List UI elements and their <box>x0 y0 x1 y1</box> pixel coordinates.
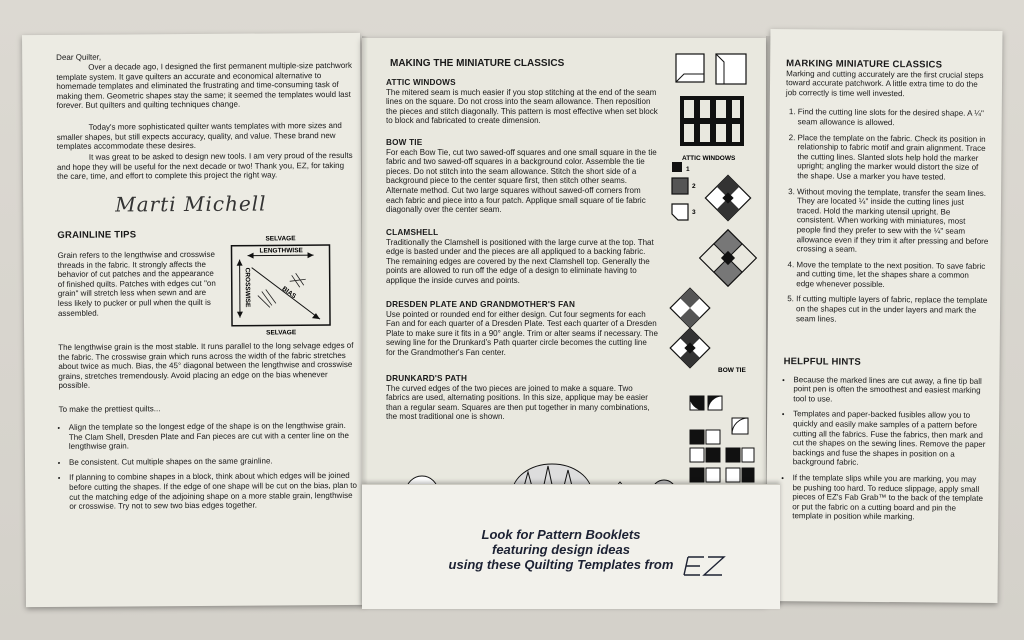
selvage-bottom-label: SELVAGE <box>266 329 297 337</box>
section-drunkards-path <box>386 374 658 422</box>
crosswise-label: CROSSWISE <box>243 267 251 308</box>
grainline-bullets <box>59 421 360 518</box>
grainline-body: The lengthwise grain is the most stable. It runs parallel to the long selvage edges of the fabric. The crosswise grain which runs across the width of the fabric stretches about twice as much. Bias, the 45° diagonal between the lengthwise and crosswise grains, stretches tremendously. Avoid placing an edge on the bias whenever possible. <box>58 340 354 391</box>
section-clamshell <box>386 228 658 286</box>
selvage-top-label: SELVAGE <box>265 235 296 243</box>
section-text: Traditionally the Clamshell is positioned with the large curve at the top. That edge is basted under and the pieces are all appliqued to a backing fabric. The remaining edges are covered by the next Clamshell top. Generally the points are allowed to run off the edge of a design to eliminate having to applique the inside curves and points. <box>386 237 654 285</box>
lengthwise-label: LENGTHWISE <box>259 247 303 255</box>
grainline-heading: GRAINLINE TIPS <box>57 229 137 241</box>
marking-step: 3. Without moving the template, transfer the seam lines. They are located ¼" inside the cutting lines just traced. Hold the marking utensil upright. Be consistent. When working with miniatures, most people find they prefer to sew with the ¼" seam allowance even if they trim it after pressing and before crossing a seam. <box>797 187 990 256</box>
intro-paragraph-3: It was great to be asked to design new tools. I am very proud of the results and hope they will be useful for the next decade or two! Thank you, EZ, for taking the care, time, and effort to complete this project the right way. <box>56 150 353 182</box>
marking-step: 2. Place the template on the fabric. Check its position in relationship to fabric motif and grain alignment. Trace the cutting lines. Slanted slots help hold the marker upright; angling the marker would distort the size of the shape. Use a marker you have tested. <box>797 133 989 183</box>
section-bow-tie <box>386 138 658 215</box>
step-mark-1: 1 <box>686 166 690 173</box>
bullet-item: • If planning to combine shapes in a block, think about which edges will be joined before cutting the shapes. If the edge of one shape will be cut on the bias, plan to cut the matching edge of the adjoining shape on a more stable grain, lengthwise or crosswise. Try not to sew two bias edges together. <box>69 471 359 511</box>
ez-logo-text: EZ <box>682 553 684 554</box>
section-text: The mitered seam is much easier if you stop stitching at the end of the seam lines on the square. Do not cross into the seam allowance. Then reposition the pieces and stitch diagonally. This pattern is most effective when set block to block and fabricated to create dimension. <box>386 87 658 126</box>
section-text: For each Bow Tie, cut two sawed-off squares and one small square in the tie fabric and two sawed-off squares in a background color. Assemble the tie pieces. Do not stitch into the seam allowance. Stitch the short side of a background piece to the center square first, then stitch other seams. Alternate method. Cut two large squares without sawed-off corners from each fabric and piece into a four patch. Applique small square of tie fabric diagonally over the center seam. <box>386 147 657 215</box>
section-heading: ATTIC WINDOWS <box>386 78 456 87</box>
helpful-hints-section <box>782 357 987 529</box>
section-heading: DRUNKARD'S PATH <box>386 374 468 383</box>
step-mark-2: 2 <box>692 183 696 190</box>
section-heading: BOW TIE <box>386 138 423 147</box>
bullet-item: • Align the template so the longest edge of the shape is on the lengthwise grain. The Clam Shell, Dresden Plate and Fan pieces are cut with a center line on the lengthwise grain. <box>69 421 359 452</box>
right-panel <box>766 29 1003 603</box>
booklet-pocket <box>362 484 780 609</box>
section-dresden-plate <box>386 300 658 358</box>
section-text: Use pointed or rounded end for either design. Cut four segments for each Fan and for each quarter of a Dresden Plate. Test each quarter of a Dresden Plate to make sure it fits in a 90° angle. Trim or alter seams if necessary. The sewing line for the Drunkard's Path quarter circle becomes the cutting line for the Grandmother's Fan center. <box>386 309 658 357</box>
bow-tie-illustration <box>666 158 762 378</box>
hint-item: • Templates and paper-backed fusibles allow you to quickly and easily make samples of a pattern before cutting all the fabrics. Fuse the fabrics, then mark and cut the shapes on the sewing lines. Remove the paper backings and fuse the shapes in position on a background fabric. <box>793 410 987 469</box>
hint-item: • Because the marked lines are cut away, a fine tip ball point pen is often the smoothest and easiest marking tool to use. <box>793 375 987 405</box>
attic-windows-caption: ATTIC WINDOWS <box>682 155 736 162</box>
step-mark-3: 3 <box>692 209 696 216</box>
marking-step: 5. If cutting multiple layers of fabric, replace the template on the shapes cut in the under layers and mark the seam lines. <box>796 295 988 325</box>
left-panel <box>22 33 364 607</box>
pocket-text <box>426 527 696 572</box>
grainline-diagram <box>221 233 340 338</box>
ez-logo <box>682 553 728 579</box>
section-text: The curved edges of the two pieces are joined to make a square. Two fabrics are used, alternating positions. In this size, applique may be easier than a regular seam. Squares are then put together in many combinations, the most traditional one is shown. <box>386 383 650 422</box>
pocket-line-3: using these Quilting Templates from <box>448 557 674 572</box>
bullet-item: • Be consistent. Cut multiple shapes on the same grainline. <box>69 456 359 468</box>
intro-paragraph-2: Today's more sophisticated quilter wants templates with more sizes and smaller shapes, but still expects accuracy, quality, and value. These brand new templates accommodate these desires. <box>56 120 342 152</box>
bias-label: BIAS <box>280 285 298 301</box>
hint-item: • If the template slips while you are marking, you may be pushing too hard. To reduce slippage, apply small pieces of EZ's Fab Grab™ to the back of the template or put the fabric on a cutting board and pin the template in position while marking. <box>792 473 986 523</box>
section-heading: CLAMSHELL <box>386 228 439 237</box>
section-attic-windows <box>386 78 658 126</box>
greeting: Dear Quilter, <box>56 52 102 62</box>
pocket-line-2: featuring design ideas <box>492 542 630 557</box>
pocket-line-1: Look for Pattern Booklets <box>481 527 641 542</box>
middle-title: MAKING THE MINIATURE CLASSICS <box>390 58 565 69</box>
prettiest-lead: To make the prettiest quilts... <box>58 404 161 414</box>
grainline-intro: Grain refers to the lengthwise and crosswise threads in the fabric. It strongly affects the behavior of cut patches and the appearance of finished quilts. Patches with edges cut "on grain" will stretch less when sewn and are less likely to pucker or pull when the quilt is assembled. <box>57 249 216 318</box>
hints-heading: HELPFUL HINTS <box>783 356 862 368</box>
marking-step: 4. Move the template to the next position. To save fabric and cutting time, let the shapes share a common edge whenever possible. <box>796 260 988 290</box>
attic-windows-illustration <box>674 52 754 170</box>
marking-step: 1. Find the cutting line slots for the desired shape. A ¼" seam allowance is allowed. <box>798 108 990 129</box>
marking-section <box>784 59 990 331</box>
marking-heading: MARKING MINIATURE CLASSICS <box>786 58 943 71</box>
bow-tie-caption: BOW TIE <box>718 367 746 374</box>
section-heading: DRESDEN PLATE AND GRANDMOTHER'S FAN <box>386 300 576 309</box>
intro-paragraph-1: Over a decade ago, I designed the first permanent multiple-size patchwork template system. It gave quilters an accurate and economical alternative to homemade templates and eliminated the frustrating and time-consuming task of making them. Geometric shapes stay the same; it seemed the templates would last forever. But quilters and quilting techniques change. <box>56 60 352 111</box>
signature: Marti Michell <box>115 191 267 217</box>
marking-intro: Marking and cutting accurately are the first crucial steps toward accurate patchwork. A little extra time to do the job correctly is time well invested. <box>785 68 984 98</box>
